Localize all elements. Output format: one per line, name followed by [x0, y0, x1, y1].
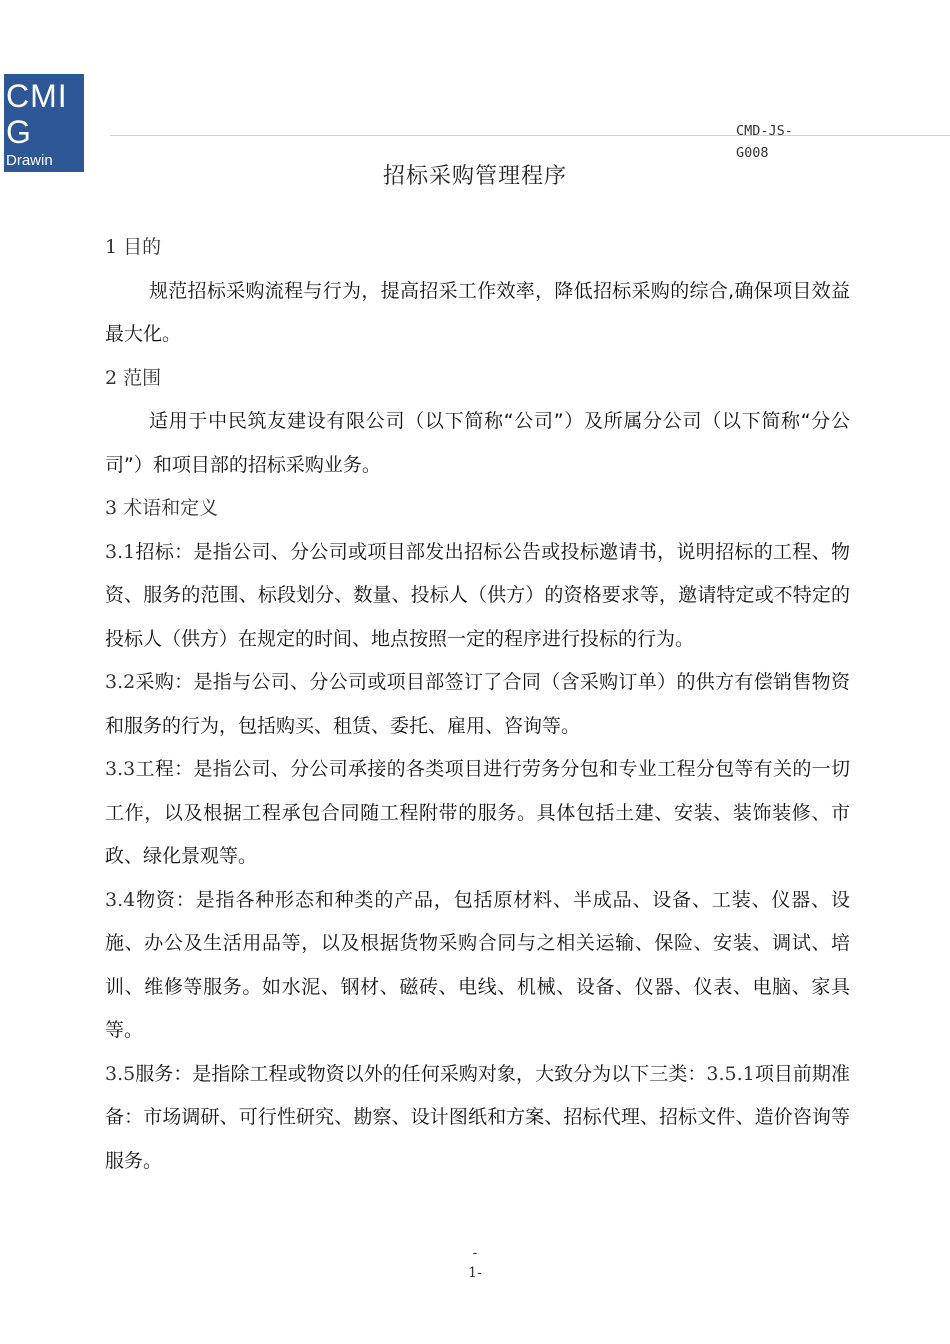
definition-3-3	[105, 748, 850, 879]
definition-text: 招标：是指公司、分公司或项目部发出招标公告或投标邀请书，说明招标的工程、物资、服务的范围、标段划分、数量、投标人（供方）的资格要求等，邀请特定或不特定的投标人（供方）在规定的时间、地点按照一定的程序进行投标的行为。	[105, 540, 850, 650]
company-logo	[4, 74, 84, 172]
document-code-line-1: CMD-JS-	[736, 123, 793, 139]
definition-number: 3.5.1	[706, 1062, 755, 1085]
definition-text: 工程：是指公司、分公司承接的各类项目进行劳务分包和专业工程分包等有关的一切工作，以及根据工程承包合同随工程附带的服务。具体包括土建、安装、装饰装修、市政、绿化景观等。	[105, 758, 850, 867]
section-heading-terms: 3 术语和定义	[105, 497, 219, 519]
document-title: 招标采购管理程序	[382, 164, 567, 189]
definition-text: 采购：是指与公司、分公司或项目部签订了合同（含采购订单）的供方有偿销售物资和服务的行为，包括购买、租赁、委托、雇用、咨询等。	[105, 671, 850, 737]
document-body	[105, 226, 850, 1183]
definition-number: 3.3	[105, 758, 136, 780]
page-number-value: 1-	[468, 1265, 482, 1281]
paragraph-purpose: 规范招标采购流程与行为，提高招采工作效率，降低招标采购的综合,确保项目效益最大化。	[105, 279, 850, 345]
definition-text: 项目前期准备：市场调研、可行性研究、勘察、设计图纸和方案、招标代理、招标文件、造价咨询等服务。	[105, 1062, 850, 1172]
definition-number: 3.5	[105, 1062, 136, 1085]
definition-3-2	[105, 661, 850, 748]
definition-text: 服务：是指除工程或物资以外的任何采购对象，大致分为以下三类：	[135, 1062, 707, 1085]
definition-3-4	[105, 879, 850, 1053]
definition-3-1	[105, 531, 850, 662]
document-code	[736, 120, 826, 164]
definition-number: 3.1	[105, 540, 136, 563]
definition-3-5	[105, 1053, 850, 1184]
paragraph-scope: 适用于中民筑友建设有限公司（以下简称“公司”）及所属分公司（以下简称“分公司”）和项目部的招标采购业务。	[105, 410, 850, 476]
page-number-dash: -	[472, 1245, 478, 1261]
section-heading-purpose: 1 目的	[105, 236, 162, 258]
logo-line-2: G	[6, 114, 32, 150]
logo-line-3: Drawin	[6, 152, 53, 169]
definition-number: 3.2	[105, 671, 136, 693]
page-number	[0, 1243, 950, 1283]
definition-text: 物资：是指各种形态和种类的产品，包括原材料、半成品、设备、工装、仪器、设施、办公及生活用品等，以及根据货物采购合同与之相关运输、保险、安装、调试、培训、维修等服务。如水泥、钢材、磁砖、电线、机械、设备、仪器、仪表、电脑、家具等。	[105, 888, 850, 1041]
document-code-line-2: G008	[736, 145, 769, 161]
definition-number: 3.4	[105, 888, 136, 911]
logo-line-1: CMI	[6, 78, 68, 114]
section-heading-scope: 2 范围	[105, 366, 162, 389]
